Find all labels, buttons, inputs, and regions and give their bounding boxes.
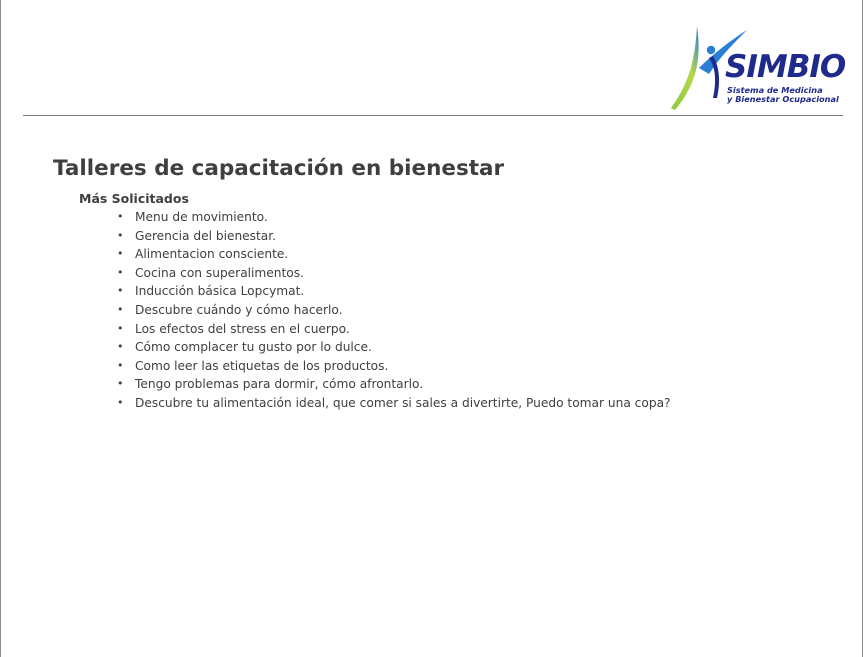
logo-wordmark: SIMBIO <box>725 49 846 85</box>
list-item: • Gerencia del bienestar. <box>117 227 671 246</box>
workshop-list <box>117 208 671 413</box>
list-item: • Como leer las etiquetas de los productos. <box>117 357 671 376</box>
bullet: • <box>117 340 124 354</box>
header-divider <box>23 115 843 116</box>
bullet: • <box>117 395 124 409</box>
bullet: • <box>117 247 124 261</box>
bullet: • <box>117 210 124 223</box>
page-title: Talleres de capacitación en bienestar <box>53 156 505 181</box>
bullet: • <box>117 321 124 335</box>
list-item: • Menu de movimiento. <box>117 208 671 227</box>
bullet: • <box>117 302 124 316</box>
section-subtitle: Más Solicitados <box>79 191 189 206</box>
list-item: • Tengo problemas para dormir, cómo afrontarlo. <box>117 375 671 394</box>
bullet: • <box>117 358 124 372</box>
logo-tagline: Sistema de Medicina y Bienestar Ocupacional <box>727 85 839 104</box>
list-item: • Descubre tu alimentación ideal, que comer si sales a divertirte, Puedo tomar una copa? <box>117 394 671 413</box>
simbio-logo <box>669 24 849 112</box>
list-item: • Cocina con superalimentos. <box>117 264 671 283</box>
bullet: • <box>117 265 124 279</box>
list-item: • Inducción básica Lopcymat. <box>117 282 671 301</box>
bullet: • <box>117 284 124 298</box>
list-item: • Cómo complacer tu gusto por lo dulce. <box>117 338 671 357</box>
list-item: • Alimentacion consciente. <box>117 245 671 264</box>
list-item: • Descubre cuándo y cómo hacerlo. <box>117 301 671 320</box>
bullet: • <box>117 377 124 391</box>
bullet: • <box>117 228 124 242</box>
list-item: • Los efectos del stress en el cuerpo. <box>117 320 671 339</box>
